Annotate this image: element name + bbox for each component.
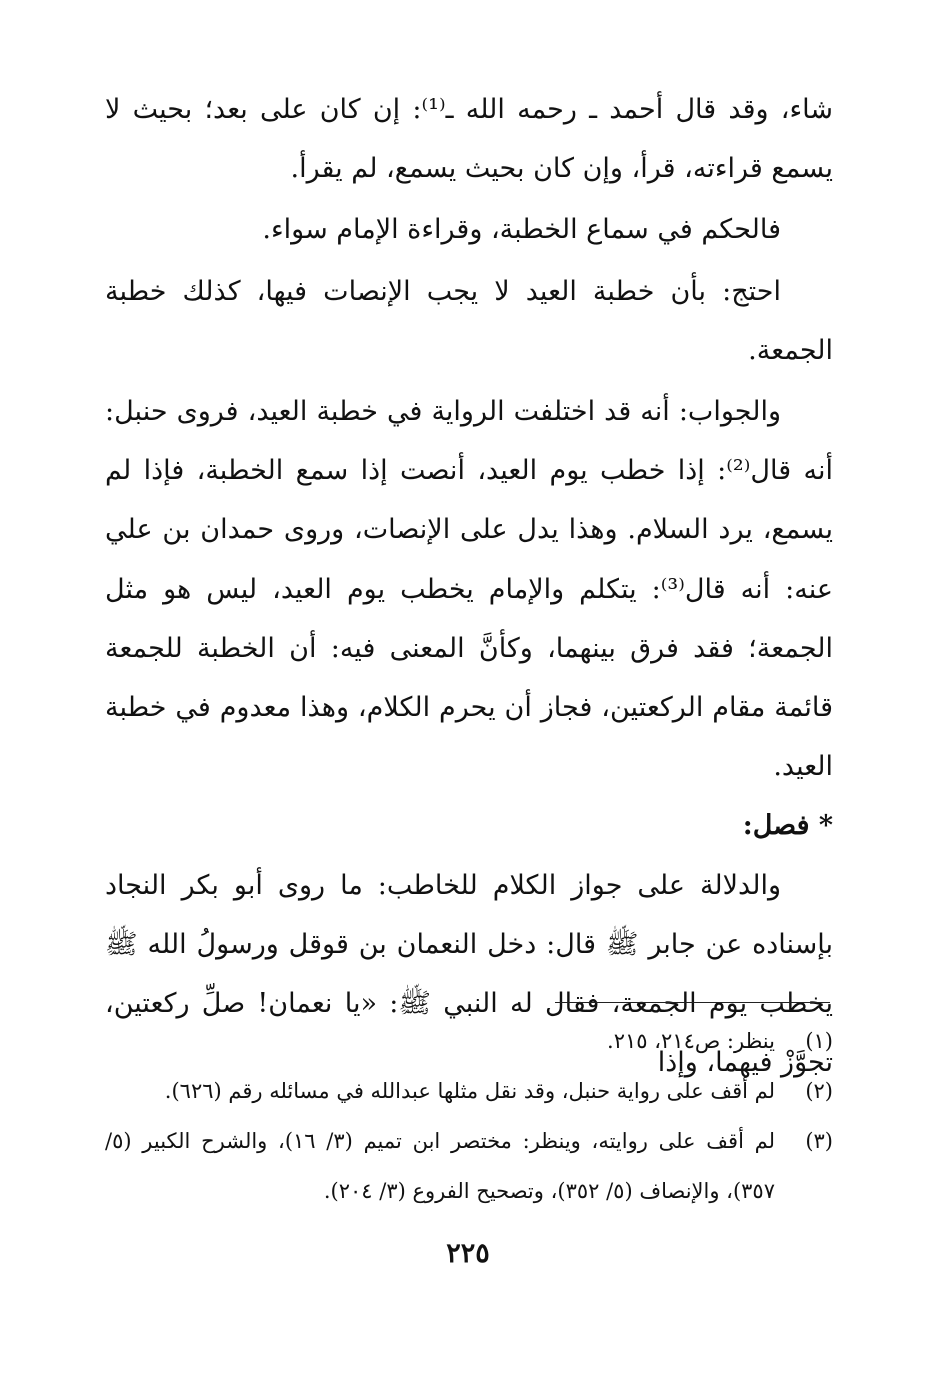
footnotes — [105, 1016, 833, 1216]
footnote-text: ينظر: ص٢١٤، ٢١٥. — [607, 1029, 775, 1053]
page-number: ٢٢٥ — [446, 1238, 490, 1269]
footnote-2 — [105, 1066, 833, 1116]
paragraph-1: شاء، وقد قال أحمد ـ رحمه الله ـ⁽¹⁾: إن كان على بعد؛ بحيث لا يسمع قراءته، قرأ، وإن كان بحيث يسمع، لم يقرأ. — [105, 94, 834, 185]
footnote-3 — [105, 1116, 833, 1216]
main-text — [105, 80, 833, 1092]
footnote-marker: (٢) — [805, 1079, 833, 1103]
section-heading: * فصل: — [742, 810, 833, 842]
paragraph-4: والجواب: أنه قد اختلفت الرواية في خطبة العيد، فروى حنبل: أنه قال⁽²⁾: إذا خطب يوم العيد، أنصت إذا سمع الخطبة، فإذا لم يسمع، يرد السلام. وهذا يدل على الإنصات، وروى حمدان بن علي عنه: أنه قال⁽³⁾: يتكلم والإمام يخطب يوم العيد، ليس هو مثل الجمعة؛ فقد فرق بينهما، وكأنَّ المعنى فيه: أن الخطبة للجمعة قائمة مقام الركعتين، فجاز أن يحرم الكلام، وهذا معدوم في خطبة العيد. — [105, 396, 833, 783]
footnote-divider — [555, 1002, 830, 1003]
footnote-text: لم أقف على رواية حنبل، وقد نقل مثلها عبدالله في مسائله رقم (٦٢٦). — [164, 1079, 775, 1103]
paragraph-5: والدلالة على جواز الكلام للخاطب: ما روى أبو بكر النجاد بإسناده عن جابر ﷺ قال: دخل النعمان بن قوقل ورسولُ الله ﷺ يخطب يوم الجمعة، فقال له النبي ﷺ: «يا نعمان! صلِّ ركعتين، تجوَّزْ فيهما، وإذا — [105, 869, 833, 1079]
paragraph-3: احتج: بأن خطبة العيد لا يجب الإنصات فيها، كذلك خطبة الجمعة. — [105, 275, 833, 366]
footnote-marker: (١) — [805, 1029, 833, 1053]
paragraph-2: فالحكم في سماع الخطبة، وقراءة الإمام سواء. — [262, 214, 781, 246]
footnote-text: لم أقف على روايته، وينظر: مختصر ابن تميم (٣/ ١٦)، والشرح الكبير (٥/ ٣٥٧)، والإنصاف (٥/ ٣٥٢)، وتصحيح الفروع (٣/ ٢٠٤). — [105, 1129, 775, 1203]
footnote-marker: (٣) — [805, 1129, 833, 1153]
footnote-1 — [105, 1016, 833, 1066]
